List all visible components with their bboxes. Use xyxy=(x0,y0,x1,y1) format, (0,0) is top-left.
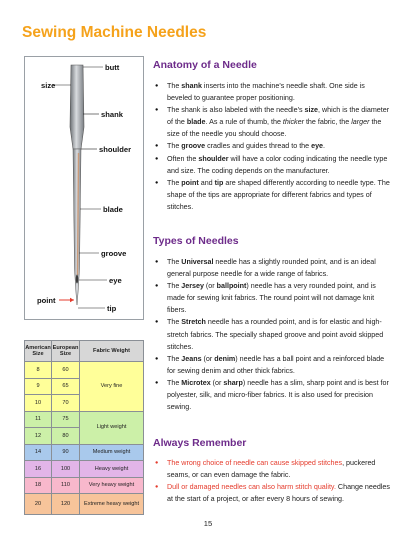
needle-size-table xyxy=(24,340,144,515)
types-heading: Types of Needles xyxy=(153,235,239,247)
needle-illustration xyxy=(25,57,143,319)
label-butt: butt xyxy=(105,63,120,72)
list-item: ● Dull or damaged needles can also harm stitch quality. Change needles at the start of a project, or after every 8 hours of sewing. xyxy=(167,481,391,505)
fabric-weight: Extreme heavy weight xyxy=(80,494,144,515)
label-shoulder: shoulder xyxy=(99,145,132,154)
col-header-american: American Size xyxy=(25,341,52,362)
european-size: 60 xyxy=(52,362,80,379)
label-size: size xyxy=(41,81,56,90)
american-size: 12 xyxy=(25,428,52,445)
european-size: 100 xyxy=(52,461,80,478)
table-row xyxy=(25,444,144,461)
label-point: point xyxy=(37,296,56,305)
table-header-row xyxy=(25,341,144,362)
list-item: ● The Universal needle has a slightly rounded point, and is an ideal general purpose needle for a wide range of fabrics. xyxy=(167,256,391,280)
american-size: 18 xyxy=(25,477,52,494)
american-size: 20 xyxy=(25,494,52,515)
anatomy-heading: Anatomy of a Needle xyxy=(153,59,257,71)
european-size: 90 xyxy=(52,444,80,461)
fabric-weight: Light weight xyxy=(80,411,144,444)
needle-eye xyxy=(76,275,78,284)
table-row xyxy=(25,477,144,494)
list-item: ● The Microtex (or sharp) needle has a slim, sharp point and is best for polyester, silk, and micro-fiber fabrics. It is also used for precision sewing. xyxy=(167,377,391,413)
fabric-weight: Medium weight xyxy=(80,444,144,461)
needle-diagram xyxy=(24,56,144,320)
page-number: 15 xyxy=(203,519,213,528)
european-size: 110 xyxy=(52,477,80,494)
american-size: 16 xyxy=(25,461,52,478)
american-size: 11 xyxy=(25,411,52,428)
list-item: ● The shank inserts into the machine's needle shaft. One side is beveled to guarantee proper positioning. xyxy=(167,80,391,104)
label-shank: shank xyxy=(101,110,123,119)
label-groove: groove xyxy=(101,249,127,258)
remember-list xyxy=(153,457,391,505)
types-list xyxy=(153,256,391,413)
col-header-fabric-weight: Fabric Weight xyxy=(80,341,144,362)
list-item: ● The Jeans (or denim) needle has a ball point and a reinforced blade for sewing denim and other thick fabrics. xyxy=(167,353,391,377)
american-size: 14 xyxy=(25,444,52,461)
label-eye: eye xyxy=(109,276,122,285)
point-arrowhead xyxy=(70,298,74,302)
table-row xyxy=(25,362,144,379)
needle-groove xyxy=(78,153,79,275)
list-item: ● The groove cradles and guides thread to the eye. xyxy=(167,140,391,152)
european-size: 120 xyxy=(52,494,80,515)
list-item: ● The Stretch needle has a rounded point, and is for elastic and high-stretch fabrics. The specially shaped groove and point avoid skipped stitches. xyxy=(167,316,391,352)
col-header-european: European Size xyxy=(52,341,80,362)
list-item: ● The wrong choice of needle can cause skipped stitches, puckered seams, or can even damage the fabric. xyxy=(167,457,391,481)
european-size: 65 xyxy=(52,378,80,395)
american-size: 9 xyxy=(25,378,52,395)
label-blade: blade xyxy=(103,205,123,214)
fabric-weight: Very fine xyxy=(80,362,144,412)
label-tip: tip xyxy=(107,304,117,313)
table-row xyxy=(25,494,144,515)
remember-heading: Always Remember xyxy=(153,437,247,449)
fabric-weight: Heavy weight xyxy=(80,461,144,478)
european-size: 75 xyxy=(52,411,80,428)
list-item: ● The shank is also labeled with the needle's size, which is the diameter of the blade. As a rule of thumb, the thicker the fabric, the larger the size of the needle you should choose. xyxy=(167,104,391,140)
fabric-weight: Very heavy weight xyxy=(80,477,144,494)
table-row xyxy=(25,411,144,428)
list-item: ● The Jersey (or ballpoint) needle has a very rounded point, and is made for sewing knit fabrics. The round point will not damage knit fibers. xyxy=(167,280,391,316)
european-size: 70 xyxy=(52,395,80,412)
anatomy-list xyxy=(153,80,391,213)
list-item: ● Often the shoulder will have a color coding indicating the needle type and size. The coding depends on the manufacturer. xyxy=(167,153,391,177)
needle-shank xyxy=(70,65,84,149)
american-size: 8 xyxy=(25,362,52,379)
table-row xyxy=(25,461,144,478)
page-title: Sewing Machine Needles xyxy=(22,24,207,41)
american-size: 10 xyxy=(25,395,52,412)
list-item: ● The point and tip are shaped differently according to needle type. The shape of the tips are appropriate for different fabrics and types of stitches. xyxy=(167,177,391,213)
european-size: 80 xyxy=(52,428,80,445)
